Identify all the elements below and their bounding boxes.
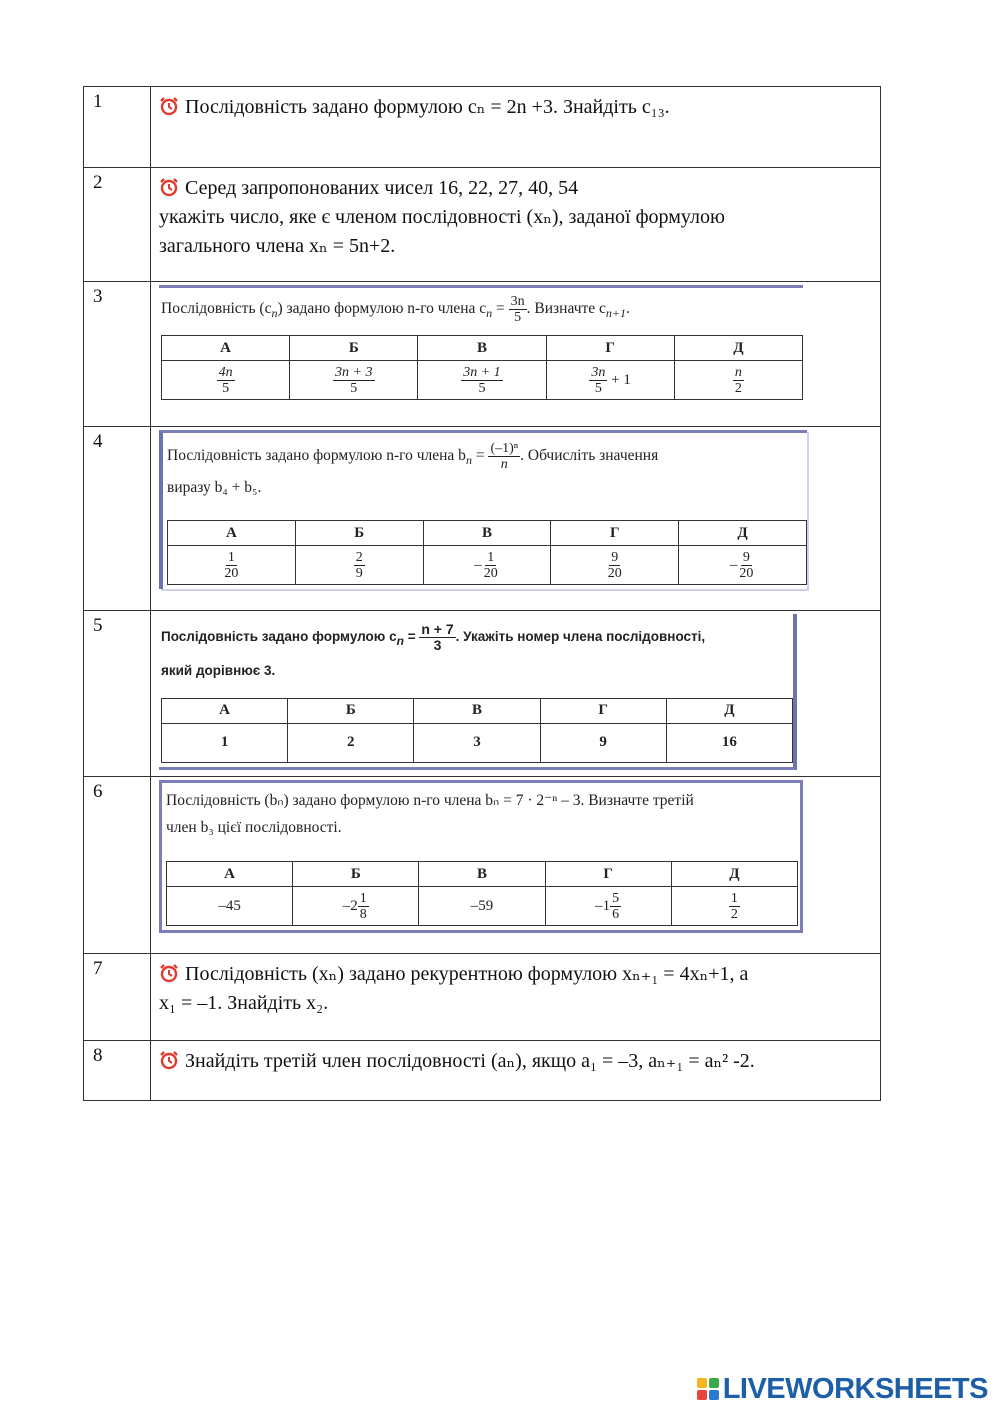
answer-header: В	[419, 862, 545, 887]
textbook-snippet	[159, 430, 807, 589]
answer-option: $\frac{3n + 3}{5}$	[290, 361, 418, 400]
task-text: Знайдіть третій член послідовності (aₙ), якщо a₁ = –3, aₙ₊₁ = aₙ² -2.	[185, 1050, 755, 1072]
answer-header: Б	[290, 336, 418, 361]
task-cell	[151, 1041, 881, 1101]
task-cell	[151, 954, 881, 1041]
answer-header: Г	[551, 521, 679, 546]
answer-header: Д	[666, 698, 792, 723]
answer-option: – $\frac{1}{20}$	[423, 546, 551, 585]
answer-header: Д	[674, 336, 802, 361]
answer-option: $\frac{1}{2}$	[671, 887, 797, 926]
task-number: 5	[84, 611, 151, 777]
task-row	[84, 1041, 881, 1101]
answer-option: $\frac{3n}{5}$ + 1	[546, 361, 674, 400]
answer-header: Б	[293, 862, 419, 887]
task-row	[84, 777, 881, 954]
answer-table	[166, 861, 798, 926]
answer-header: В	[414, 698, 540, 723]
answer-header: Б	[295, 521, 423, 546]
task-row	[84, 168, 881, 282]
answer-header: Б	[288, 698, 414, 723]
answer-option: $\frac{n}{2}$	[674, 361, 802, 400]
question-text: Послідовність задано формулою n-го члена $b_n$ = $\frac{\text{(–1)ⁿ}}{n}$ . Обчисліть значення виразу b₄ + b₅.	[167, 441, 659, 497]
task-text: Послідовність задано формулою cₙ = 2n +3. Знайдіть c₁₃.	[185, 96, 670, 118]
task-row	[84, 282, 881, 427]
answer-header: В	[423, 521, 551, 546]
worksheet-table	[83, 86, 881, 1101]
answer-option: 3	[414, 723, 540, 762]
task-row	[84, 87, 881, 168]
task-number: 2	[84, 168, 151, 282]
answer-option: –2 $\frac{1}{8}$	[293, 887, 419, 926]
task-number: 1	[84, 87, 151, 168]
alarm-clock-icon[interactable]	[159, 177, 179, 197]
answer-option: $\frac{4n}{5}$	[162, 361, 290, 400]
answer-header: А	[167, 862, 293, 887]
alarm-clock-icon[interactable]	[159, 963, 179, 983]
answer-option: 16	[666, 723, 792, 762]
task-row	[84, 954, 881, 1041]
answer-header: А	[162, 698, 288, 723]
task-cell	[151, 168, 881, 282]
answer-option: $\frac{1}{20}$	[168, 546, 296, 585]
task-text-line: укажіть число, яке є членом послідовності (xₙ), заданої формулою	[159, 206, 725, 228]
task-number: 3	[84, 282, 151, 427]
answer-option: 9	[540, 723, 666, 762]
task-cell	[151, 282, 881, 427]
answer-header: А	[168, 521, 296, 546]
task-cell	[151, 611, 881, 777]
answer-header: А	[162, 336, 290, 361]
answer-table	[161, 698, 793, 763]
task-cell	[151, 427, 881, 611]
answer-header: Д	[671, 862, 797, 887]
task-cell	[151, 777, 881, 954]
task-row	[84, 611, 881, 777]
task-text-line: Серед запропонованих чисел 16, 22, 27, 40, 54	[185, 177, 579, 199]
answer-option: 1	[162, 723, 288, 762]
task-number: 6	[84, 777, 151, 954]
answer-header: Г	[546, 336, 674, 361]
task-cell	[151, 87, 881, 168]
answer-option: –45	[167, 887, 293, 926]
textbook-snippet	[159, 780, 803, 933]
logo-squares-icon	[697, 1378, 719, 1400]
task-text-line: Послідовність (xₙ) задано рекурентною формулою xₙ₊₁ = 4xₙ+1, а	[185, 963, 749, 985]
task-text-line: загального члена xₙ = 5n+2.	[159, 235, 396, 257]
task-row	[84, 427, 881, 611]
question-text: Послідовність $(c_n)$ задано формулою n-го члена $c_n$ = $\frac{3n}{5}$ . Визначте $c_{n+1}$.	[161, 294, 630, 325]
task-number: 7	[84, 954, 151, 1041]
question-text: Послідовність (bₙ) задано формулою n-го члена bₙ = 7 · 2⁻ⁿ – 3. Визначте третій член b₃ цієї послідовності.	[166, 792, 694, 836]
question-text: Послідовність задано формулою $c_n$ = $\frac{n + 7}{3}$ . Укажіть номер члена послідовності, який дорівнює 3.	[161, 621, 706, 678]
answer-table	[161, 335, 803, 400]
alarm-clock-icon[interactable]	[159, 1050, 179, 1070]
answer-table	[167, 520, 807, 585]
answer-option: 2	[288, 723, 414, 762]
answer-option: –59	[419, 887, 545, 926]
logo-text: LIVEWORKSHEETS	[722, 1372, 988, 1405]
answer-option: –1 $\frac{5}{6}$	[545, 887, 671, 926]
task-number: 4	[84, 427, 151, 611]
answer-header: Г	[540, 698, 666, 723]
answer-option: $\frac{2}{9}$	[295, 546, 423, 585]
answer-header: Г	[545, 862, 671, 887]
liveworksheets-logo[interactable]	[697, 1374, 988, 1404]
task-number: 8	[84, 1041, 151, 1101]
answer-option: $\frac{9}{20}$	[551, 546, 679, 585]
task-text-line: x₁ = –1. Знайдіть x₂.	[159, 992, 329, 1014]
answer-option: $\frac{3n + 1}{5}$	[418, 361, 546, 400]
answer-header: Д	[679, 521, 807, 546]
answer-header: В	[418, 336, 546, 361]
alarm-clock-icon[interactable]	[159, 96, 179, 116]
textbook-snippet	[159, 614, 797, 770]
answer-option: – $\frac{9}{20}$	[679, 546, 807, 585]
textbook-snippet	[159, 285, 803, 406]
